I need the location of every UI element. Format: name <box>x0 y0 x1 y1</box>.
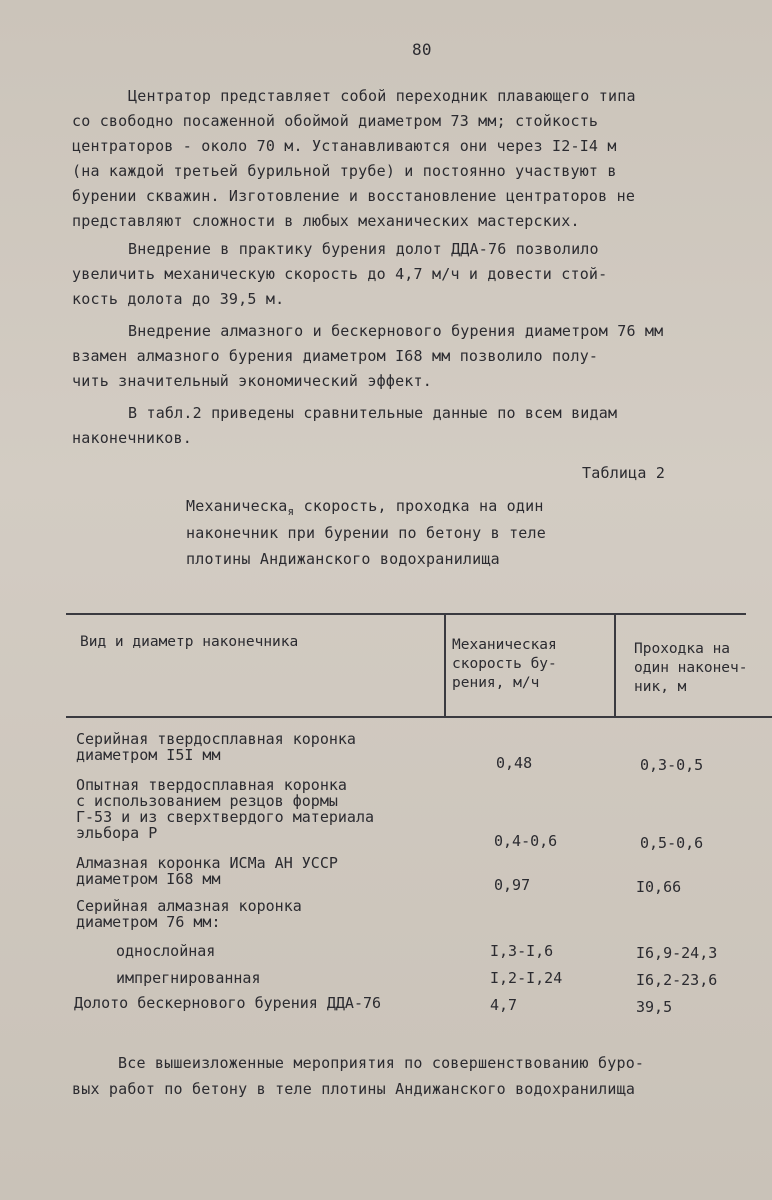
paragraph-2-line: кость долота до 39,5 м. <box>72 290 285 308</box>
table-caption-line: наконечник при бурении по бетону в теле <box>186 524 546 542</box>
table-cell-penetration: 39,5 <box>636 998 673 1016</box>
table-row-name: однослойная <box>116 942 216 960</box>
column-header-penetration: Проходка на один наконеч- ник, м <box>634 641 748 695</box>
table-cell-penetration: I6,9-24,3 <box>636 944 718 962</box>
table-top-rule <box>66 613 746 615</box>
column-header-type: Вид и диаметр наконечника <box>80 634 299 650</box>
table-cell-speed: 0,97 <box>494 876 531 894</box>
table-row-name: Алмазная коронка ИСМа АН УССР диаметром I68 мм <box>76 854 338 888</box>
table-cell-speed: 4,7 <box>490 996 518 1014</box>
table-cell-speed: 0,4-0,6 <box>494 832 558 850</box>
table-row-name: импрегнированная <box>116 969 261 987</box>
page-number: 80 <box>412 40 432 59</box>
table-row-name: Серийная алмазная коронка диаметром 76 мм: <box>76 897 302 931</box>
table-caption-line: плотины Андижанского водохранилища <box>186 550 500 568</box>
table-column-divider <box>614 613 616 717</box>
table-cell-speed: I,2-I,24 <box>490 969 563 987</box>
table-label: Таблица 2 <box>582 464 666 482</box>
paragraph-5-line: Все вышеизложенные мероприятия по совершенствованию буро- <box>118 1054 645 1072</box>
paragraph-1-line: со свободно посаженной обоймой диаметром 73 мм; стойкость <box>72 112 599 130</box>
paragraph-2-line: Внедрение в практику бурения долот ДДА-76 позволило <box>128 240 599 258</box>
paragraph-3-line: чить значительный экономический эффект. <box>72 372 432 390</box>
paragraph-1-line: (на каждой третьей бурильной трубе) и постоянно участвуют в <box>72 162 617 180</box>
table-caption-line: Механическа$_я$ скорость, проходка на один <box>186 497 544 518</box>
paragraph-5-line: вых работ по бетону в теле плотины Андижанского водохранилища <box>72 1080 636 1098</box>
table-cell-penetration: I0,66 <box>636 878 682 896</box>
table-cell-penetration: 0,5-0,6 <box>640 834 704 852</box>
paragraph-2-line: увеличить механическую скорость до 4,7 м/ч и довести стой- <box>72 265 608 283</box>
paragraph-3-line: взамен алмазного бурения диаметром I68 мм позволило полу- <box>72 347 599 365</box>
table-cell-speed: 0,48 <box>496 754 533 772</box>
table-header-rule <box>66 716 772 718</box>
paragraph-3-line: Внедрение алмазного и бескернового бурения диаметром 76 мм <box>128 322 664 340</box>
table-row-name: Долото бескернового бурения ДДА-76 <box>74 994 382 1012</box>
paragraph-1-line: Центратор представляет собой переходник плавающего типа <box>128 87 636 105</box>
table-column-divider <box>444 613 446 717</box>
paragraph-1-line: представляют сложности в любых механических мастерских. <box>72 212 580 230</box>
paragraph-1-line: бурении скважин. Изготовление и восстановление центраторов не <box>72 187 636 205</box>
table-row-name: Опытная твердосплавная коронка с использованием резцов формы Г-53 и из сверхтвердого материала эльбора Р <box>76 776 375 842</box>
table-cell-penetration: I6,2-23,6 <box>636 971 718 989</box>
paragraph-4-line: В табл.2 приведены сравнительные данные по всем видам <box>128 404 618 422</box>
table-row-name: Серийная твердосплавная коронка диаметром I5I мм <box>76 730 356 764</box>
column-header-speed: Механическая скорость бу- рения, м/ч <box>452 637 557 691</box>
paragraph-4-line: наконечников. <box>72 429 192 447</box>
table-cell-penetration: 0,3-0,5 <box>640 756 704 774</box>
paragraph-1-line: центраторов - около 70 м. Устанавливаются они через I2-I4 м <box>72 137 617 155</box>
table-cell-speed: I,3-I,6 <box>490 942 554 960</box>
